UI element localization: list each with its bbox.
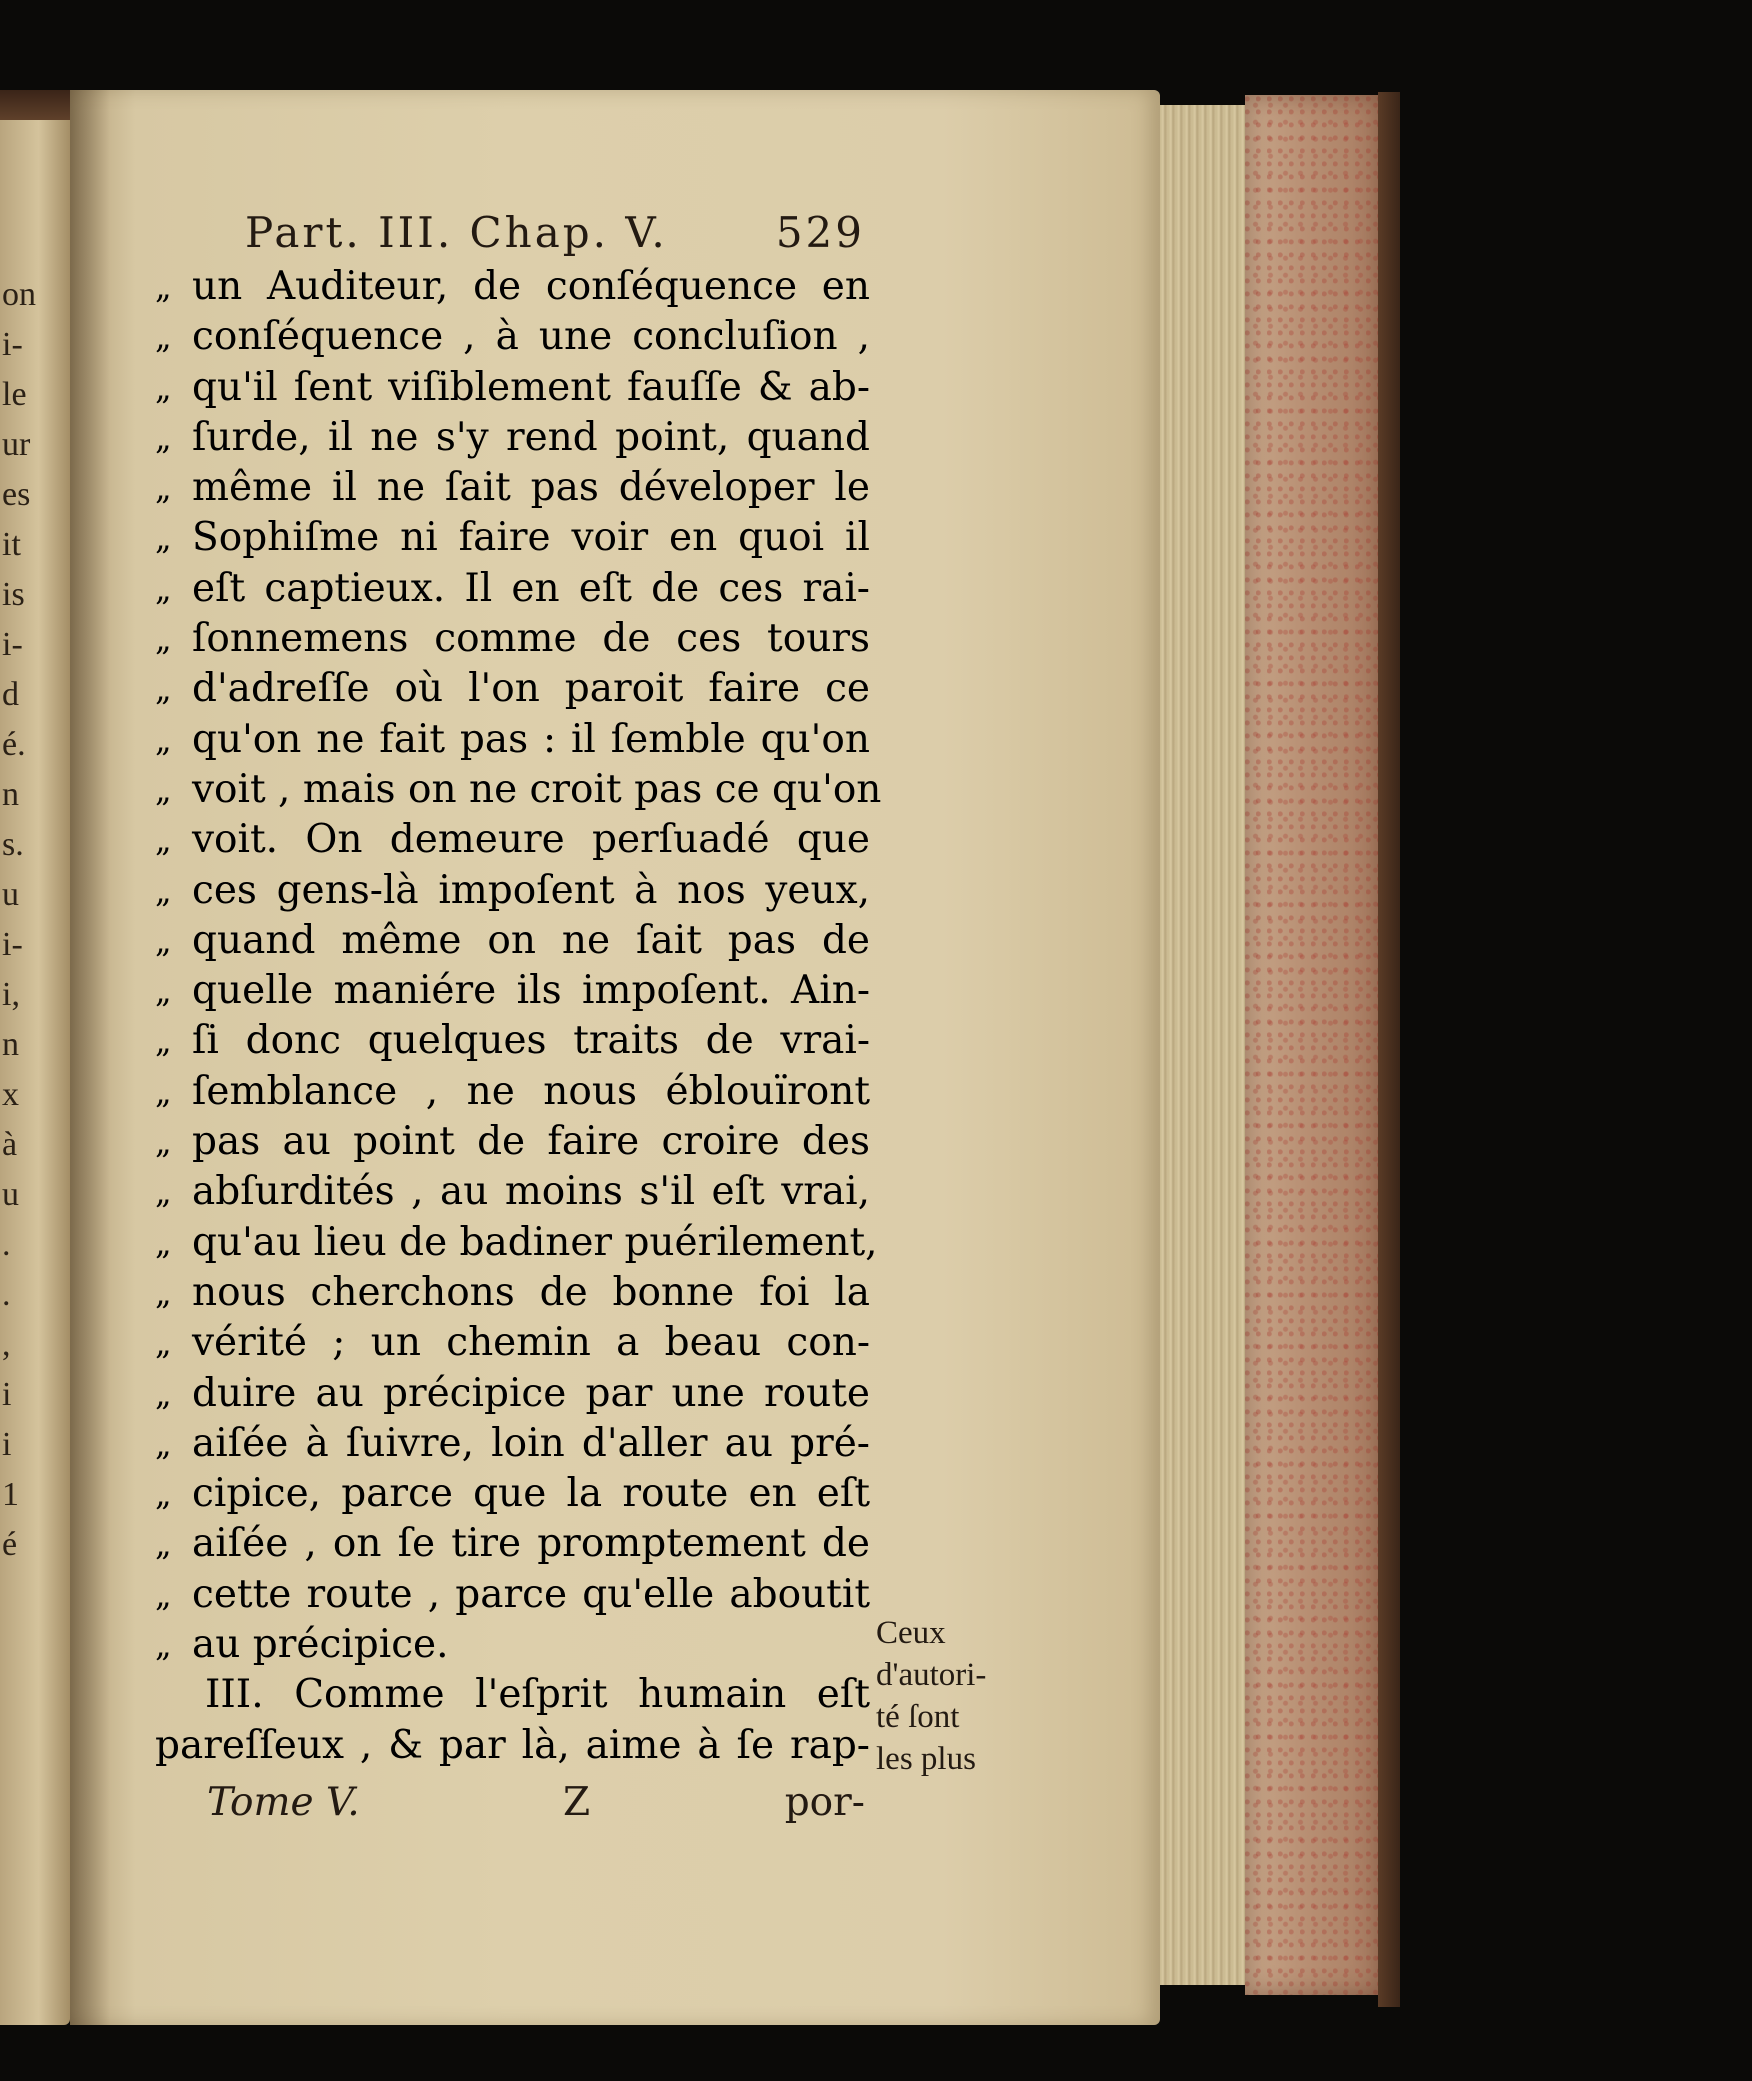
quote-mark: „ <box>155 1575 172 1614</box>
line-text: nous cherchons de bonne foi la <box>192 1269 870 1315</box>
text-line <box>150 1620 870 1670</box>
text-line <box>150 765 882 815</box>
previous-page-fragment: n <box>2 1026 19 1063</box>
previous-page-fragment: é <box>2 1526 18 1563</box>
line-text: aiſée à ſuivre, loin d'aller au pré- <box>192 1420 870 1466</box>
text-line <box>150 1519 870 1569</box>
previous-page-fragment: es <box>2 476 31 513</box>
catchword: por- <box>784 1780 865 1825</box>
line-text: vérité ; un chemin a beau con- <box>192 1320 870 1366</box>
line-text: voit , mais on ne croit pas ce qu'on <box>192 766 882 812</box>
running-title: Part. III. Chap. V. <box>245 208 668 257</box>
previous-page-fragment: le <box>2 376 27 413</box>
quote-mark: „ <box>155 1173 172 1212</box>
text-line <box>150 1469 870 1519</box>
quote-mark: „ <box>155 1022 172 1061</box>
line-text: aiſée , on ſe tire promptement de <box>192 1521 870 1567</box>
line-text: ſi donc quelques traits de vrai- <box>192 1018 870 1064</box>
line-text: quelle maniére ils impoſent. Ain- <box>192 968 870 1014</box>
text-line <box>150 312 870 362</box>
line-text: quand même on ne ſait pas de <box>192 917 870 963</box>
line-text: pas au point de faire croire des <box>192 1119 870 1165</box>
line-text: Sophiſme ni faire voir en quoi il <box>192 515 870 561</box>
previous-page-fragment: on <box>2 276 36 313</box>
previous-page-fragment: u <box>2 876 19 913</box>
text-line <box>150 1369 870 1419</box>
line-text: un Auditeur, de conſéquence en <box>192 264 870 309</box>
quote-mark: „ <box>155 871 172 910</box>
previous-page-fragment: , <box>2 1326 11 1363</box>
quote-mark: „ <box>155 1223 172 1262</box>
text-line <box>150 513 870 563</box>
text-line <box>150 916 870 966</box>
previous-page-fragment: . <box>2 1276 11 1313</box>
line-text: III. Comme l'eſprit humain eſt <box>205 1672 870 1718</box>
quote-mark: „ <box>155 569 172 608</box>
quote-mark: „ <box>155 469 172 508</box>
text-line <box>150 715 870 765</box>
quote-mark: „ <box>155 318 172 357</box>
text-line <box>150 664 870 714</box>
previous-page-fragment <box>2 1570 62 1620</box>
quote-mark: „ <box>155 1123 172 1162</box>
quote-mark: „ <box>155 921 172 960</box>
text-line <box>150 262 870 312</box>
quote-mark: „ <box>155 972 172 1011</box>
previous-page-fragment: i <box>2 1426 12 1463</box>
quote-mark: „ <box>155 670 172 709</box>
line-text: abſurdités , au moins s'il eſt vrai, <box>192 1169 870 1215</box>
text-line <box>150 564 870 614</box>
previous-page-fragment: i <box>2 1376 12 1413</box>
previous-page-fragment: n <box>2 776 19 813</box>
line-text: ſonnemens comme de ces tours <box>192 616 870 662</box>
quote-mark: „ <box>155 1525 172 1564</box>
running-header <box>245 208 865 268</box>
previous-page-fragment: é. <box>2 726 26 763</box>
text-line <box>150 1067 870 1117</box>
line-text: cipice, parce que la route en eſt <box>192 1471 870 1517</box>
previous-page-fragment: is <box>2 576 25 613</box>
margin-note-line: d'autori- <box>876 1657 987 1693</box>
line-text: ſurde, il ne s'y rend point, quand <box>192 414 870 460</box>
line-text: qu'il ſent viſiblement fauſſe & ab- <box>192 364 870 410</box>
line-text: qu'au lieu de badiner puérilement, <box>192 1219 878 1265</box>
margin-note-line: Ceux <box>876 1615 946 1651</box>
text-line <box>150 1419 870 1469</box>
volume-label: Tome V. <box>207 1780 360 1825</box>
quote-mark: „ <box>155 1072 172 1111</box>
quote-mark: „ <box>155 1475 172 1514</box>
fore-edge <box>1245 95 1380 1995</box>
line-text: même il ne ſait pas déveloper le <box>192 465 870 511</box>
previous-page-fragment: . <box>2 1226 11 1263</box>
text-line <box>150 815 870 865</box>
line-text: au précipice. <box>192 1622 449 1668</box>
previous-page-fragments <box>2 270 62 1620</box>
previous-page-fragment: i- <box>2 326 23 363</box>
page-number: 529 <box>775 208 865 257</box>
gutter-shadow <box>70 90 110 2025</box>
quote-mark: „ <box>155 268 172 306</box>
text-line <box>150 1016 870 1066</box>
line-text: qu'on ne fait pas : il ſemble qu'on <box>192 716 870 762</box>
previous-page-fragment: 1 <box>2 1476 19 1513</box>
text-line <box>150 1117 870 1167</box>
previous-page-fragment: u <box>2 1176 19 1213</box>
previous-page-fragment: x <box>2 1076 19 1113</box>
paragraph-line <box>150 1721 870 1771</box>
body-text <box>150 262 882 1771</box>
text-line <box>150 1268 870 1318</box>
line-text: cette route , parce qu'elle aboutit <box>192 1571 870 1617</box>
previous-page-fragment: i- <box>2 926 23 963</box>
paragraph-line <box>150 1670 870 1720</box>
page-footer <box>195 1780 865 1830</box>
quote-mark: „ <box>155 720 172 759</box>
text-line <box>150 966 870 1016</box>
previous-page-fragment: it <box>2 526 21 563</box>
quote-mark: „ <box>155 620 172 659</box>
signature-mark: Z <box>563 1780 591 1825</box>
line-text: conſéquence , à une concluſion , <box>192 314 870 360</box>
text-line <box>150 363 870 413</box>
quote-mark: „ <box>155 519 172 558</box>
quote-mark: „ <box>155 1324 172 1363</box>
previous-page-fragment: d <box>2 676 19 713</box>
text-line <box>150 1570 870 1620</box>
book-cover-edge <box>1378 92 1400 2007</box>
quote-mark: „ <box>155 821 172 860</box>
text-line <box>150 413 870 463</box>
margin-note <box>876 1612 1016 1780</box>
text-line <box>150 463 870 513</box>
line-text: voit. On demeure perſuadé que <box>192 817 870 863</box>
quote-mark: „ <box>155 770 172 809</box>
text-line <box>150 866 870 916</box>
quote-mark: „ <box>155 1374 172 1413</box>
line-text: pareſſeux , & par là, aime à ſe rap- <box>155 1722 870 1768</box>
quote-mark: „ <box>155 1424 172 1463</box>
margin-note-line: té ſont <box>876 1699 960 1735</box>
quote-mark: „ <box>155 1626 172 1665</box>
margin-note-line: les plus <box>876 1741 976 1777</box>
quote-mark: „ <box>155 418 172 457</box>
line-text: d'adreſſe où l'on paroit faire ce <box>192 666 870 712</box>
quote-mark: „ <box>155 368 172 407</box>
previous-page-fragment: i, <box>2 976 20 1013</box>
previous-page-fragment: à <box>2 1126 18 1163</box>
text-line <box>150 614 870 664</box>
previous-page-fragment: i- <box>2 626 23 663</box>
line-text: ſemblance , ne nous éblouïront <box>192 1068 870 1114</box>
line-text: eſt captieux. Il en eſt de ces rai- <box>192 565 870 611</box>
text-line <box>150 1318 870 1368</box>
text-line <box>150 1218 878 1268</box>
previous-page-fragment: ur <box>2 426 31 463</box>
previous-page-fragment: s. <box>2 826 24 863</box>
quote-mark: „ <box>155 1273 172 1312</box>
line-text: ces gens-là impoſent à nos yeux, <box>192 867 870 913</box>
text-line <box>150 1167 870 1217</box>
line-text: duire au précipice par une route <box>192 1370 870 1416</box>
